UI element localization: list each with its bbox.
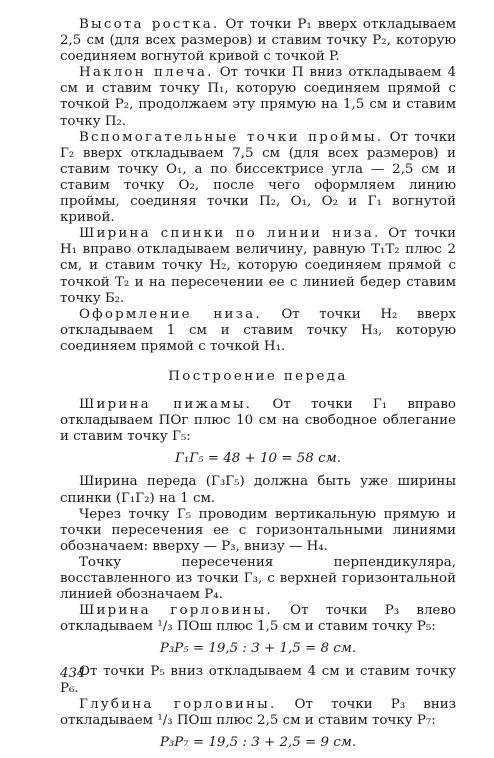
paragraph-neck-depth xyxy=(60,697,456,729)
paragraph-hem-design xyxy=(60,307,456,355)
paragraph-front-width: Ширина переда (Г₃Г₅) должна быть уже ширины спинки (Г₁Г₂) на 1 см. xyxy=(60,474,456,506)
term-hem-design: Оформление низа. xyxy=(79,306,262,322)
term-neck-width: Ширина горловины. xyxy=(79,603,273,619)
term-armhole-points: Вспомогательные точки проймы. xyxy=(79,129,384,145)
paragraph-text: От точки P₃ влево откладываем ¹/₃ ПОш плюс 1,5 см и ставим точку P₅: xyxy=(60,603,456,635)
term-shoulder-slope: Наклон плеча. xyxy=(79,65,214,81)
paragraph-perpendicular: Точку пересечения перпендикуляра, восставленного из точки Г₃, с верхней горизонтальной линией обозначаем P₄. xyxy=(60,554,456,603)
paragraph-p6: От точки P₅ вниз откладываем 4 см и ставим точку P₆. xyxy=(60,664,456,696)
page-body xyxy=(60,17,456,758)
paragraph-armhole-points xyxy=(60,130,456,227)
term-pajama-width: Ширина пижамы. xyxy=(79,397,253,413)
formula-g1g5: Г₁Г₅ = 48 + 10 = 58 см. xyxy=(175,451,341,467)
paragraph-text: От точки P₃ вниз откладываем ¹/₃ ПОш плюс 2,5 см и ставим точку P₇: xyxy=(60,696,456,728)
paragraph-vertical-line: Через точку Г₅ проводим вертикальную прямую и точки пересечения ее с горизонтальными линиями обозначаем: вверху — P₃, внизу — H₄. xyxy=(60,506,456,554)
paragraph-sprout-height xyxy=(60,17,456,65)
paragraph-text: От точки H₁ вправо откладываем величину, равную T₁T₂ плюс 2 см, и ставим точку H₂, которую соединяем прямой с точкой T₂ и на пересечении ее с линией бедер ставим точку Б₂. xyxy=(60,226,456,306)
page-number: 434 xyxy=(60,666,86,681)
paragraph-text: От точки H₂ вверх откладываем 1 см и ставим точку H₃, которую соединяем прямой с точкой H₁. xyxy=(60,306,456,354)
term-neck-depth: Глубина горловины. xyxy=(79,696,277,712)
paragraph-shoulder-slope xyxy=(60,65,456,129)
term-sprout-height: Высота ростка. xyxy=(79,17,220,32)
formula-p3p7: P₃P₇ = 19,5 : 3 + 2,5 = 9 см. xyxy=(159,734,357,750)
formula-p3p5: P₃P₅ = 19,5 : 3 + 1,5 = 8 см. xyxy=(159,641,357,657)
paragraph-pajama-width xyxy=(60,397,456,445)
paragraph-neck-width xyxy=(60,603,456,635)
paragraph-text: От точки Г₁ вправо откладываем ПОг плюс 10 см на свободное облегание и ставим точку Г₅: xyxy=(60,397,456,445)
term-back-width: Ширина спинки по линии низа. xyxy=(79,226,381,242)
paragraph-text: От точки P₁ вверх откладываем 2,5 см (для всех размеров) и ставим точку P₂, которую соединяем вогнутой кривой с точкой P. xyxy=(60,17,456,65)
section-heading: Построение переда xyxy=(168,368,348,384)
paragraph-text: От точки Г₂ вверх откладываем 7,5 см (для всех размеров) и ставим точку O₁, а по биссектрисе угла — 2,5 см и ставим точку O₂, после чего оформляем линию проймы, соединяя точки П₂, O₁, O₂ и Г₁ вогнутой кривой. xyxy=(60,129,456,226)
paragraph-back-width xyxy=(60,226,456,306)
paragraph-text: От точки П вниз откладываем 4 см и ставим точку П₁, которую соединяем прямой с точкой P₂, продолжаем эту прямую на 1,5 см и ставим точку П₂. xyxy=(60,65,456,129)
